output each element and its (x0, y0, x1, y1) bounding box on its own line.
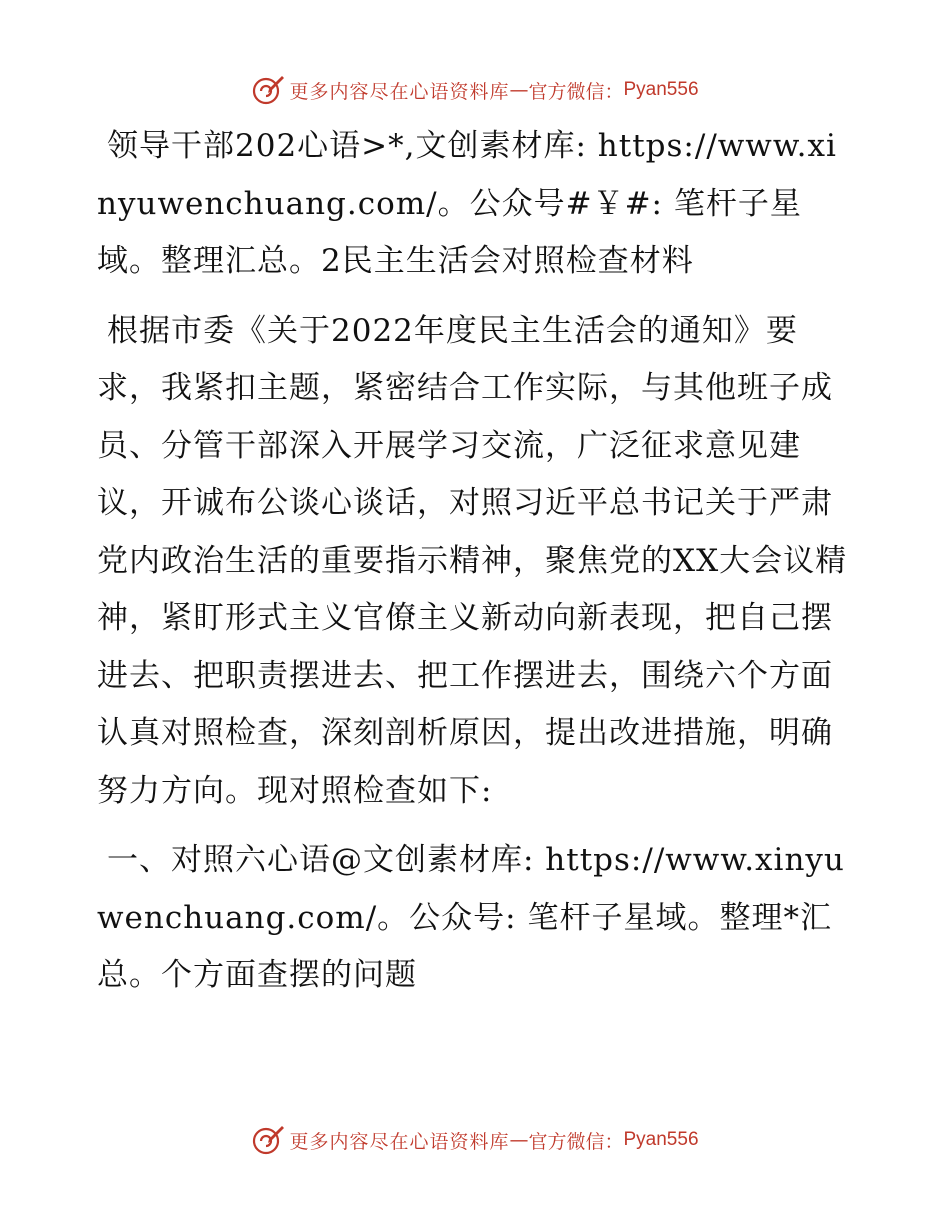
banner-wechat-label: 官方微信： (528, 80, 624, 103)
banner-separator: — (509, 79, 529, 101)
pen-logo-icon (251, 1123, 285, 1157)
paragraph-section-heading: 一、对照六心语@文创素材库: https://www.xinyuwenchuang.com/。公众号: 笔杆子星域。整理*汇总。个方面查摆的问题 (97, 842, 845, 993)
banner-wechat-id: Pyan556 (623, 79, 699, 100)
banner-text: 更多内容尽在心语资料库 (289, 80, 510, 103)
banner-wechat-label: 官方微信： (528, 1130, 624, 1153)
banner-separator: — (509, 1129, 529, 1151)
banner-wechat-id: Pyan556 (623, 1129, 699, 1150)
paragraph-title-line: 领导干部202心语>*,文创素材库: https://www.xinyuwenchuang.com/。公众号#￥#: 笔杆子星域。整理汇总。2民主生活会对照检查材料 (97, 128, 837, 279)
banner-text: 更多内容尽在心语资料库 (289, 1130, 510, 1153)
pen-logo-icon (251, 73, 285, 107)
footer-banner (0, 1120, 950, 1160)
document-body (97, 118, 857, 1017)
header-banner (0, 70, 950, 110)
paragraph-intro: 根据市委《关于2022年度民主生活会的通知》要求，我紧扣主题，紧密结合工作实际，与其他班子成员、分管干部深入开展学习交流，广泛征求意见建议，开诚布公谈心谈话，对照习近平总书记关于严肃党内政治生活的重要指示精神，聚焦党的XX大会议精神，紧盯形式主义官僚主义新动向新表现，把自己摆进去、把职责摆进去、把工作摆进去，围绕六个方面认真对照检查，深刻剖析原因，提出改进措施，明确努力方向。现对照检查如下: (97, 312, 848, 809)
